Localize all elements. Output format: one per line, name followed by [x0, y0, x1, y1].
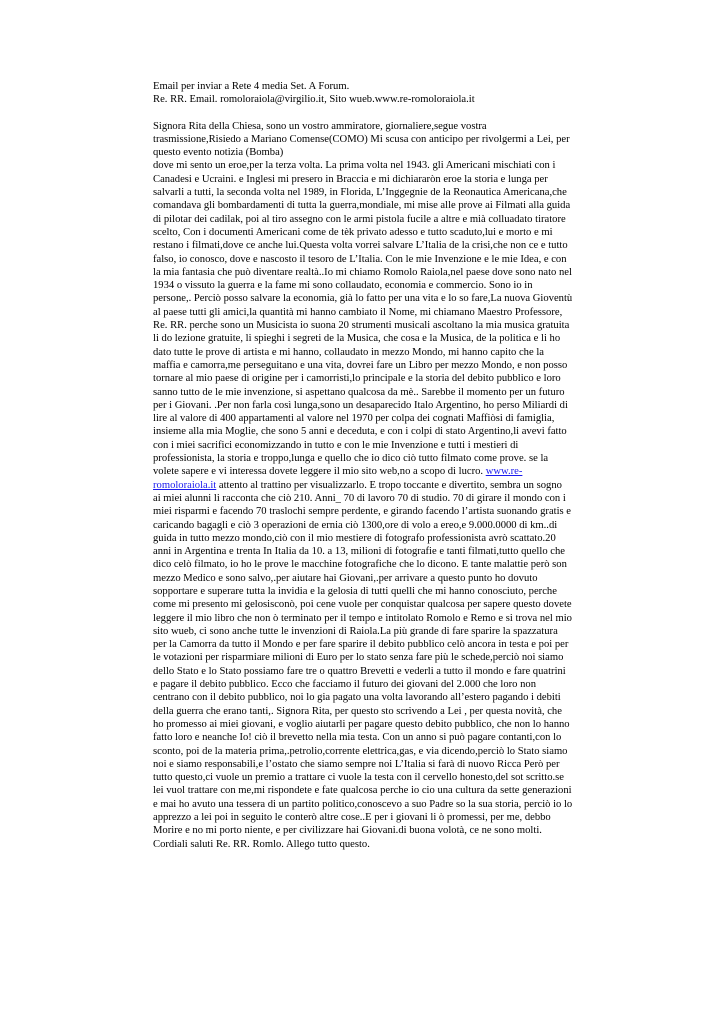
intro-paragraph [153, 120, 603, 160]
text-line: dove mi sento un eroe,per la terza volta. La prima volta nel 1943. gli Americani mischiati con i [153, 160, 556, 172]
text-line: di pilotar dei cadilak, poi al tiro assegno con le armi pistola fucile a altre e mià colluadato tiratore [153, 213, 566, 225]
text-line: e pagare il debito pubblico. Ecco che facciamo il futuro dei giovani del 2.000 che loro non [153, 679, 537, 691]
text-line: tutto questo,ci vuole un premio a trattare ci vuole la testa con il cervello honesto,del sot scritto.se [153, 772, 564, 784]
text-line: ho promesso ai miei giovani, e voglio aiutarli per pagare questo debito pubblico, che non lo hanno [153, 718, 570, 730]
text-line: dico celò filmato, io ho le prove le macchine fotografiche che lo dicono. E tante malattie però son [153, 559, 567, 571]
text-line: anni in Argentina e trenta In Italia da 10. a 13, milioni di fotografie e tanti filmati,tutto quello che [153, 546, 565, 558]
text-line: per i Giovani. .Per non farla così lunga,sono un desaparecido Italo Argentino, ho perso Miliardi di [153, 399, 568, 411]
document-body [153, 80, 603, 851]
text-line: Morire e no mi porto niente, e per civilizzare hai Giovani.di buona volotà, ce ne sono molti. [153, 825, 542, 837]
text-line: insieme alla mia Moglie, che sono 5 anni e deceduta, e con i colpi di stato Argentino,li avevi fatto [153, 426, 567, 438]
text-line: guida in tutto mezzo mondo,ciò con il mio mestiere di fotografo professionista avrò scattato.20 [153, 532, 556, 544]
text-line: salvarli a tutti, la seconda volta nel 1989, in Florida, L’Inggegnie de la Reonautica Americana,che [153, 187, 567, 199]
website-link-part-1[interactable]: www.re- [485, 466, 523, 478]
text-line: apprezzo a lei poi in seguito le conterò altre cose..E per i giovani li ò promessi, per me, debbo [153, 812, 551, 824]
text-line: sanno tutto de le mie invenzione, si aspettano qualcosa da mè.. Sarebbe il momento per un futuro [153, 386, 565, 398]
text-line: dato tutte le prove di artista e mi hanno, collaudato in mezzo Mondo, mi hanno capito che la [153, 346, 544, 358]
text-line: caricando bagagli e ciò 3 operazioni de ernia ciò 1300,ore di volo a ereo,e 9.000.0000 di km..di [153, 519, 558, 531]
link-line-continued [153, 479, 603, 492]
header-line-1: Email per inviar a Rete 4 media Set. A Forum. [153, 81, 350, 92]
link-line-after: attento al trattino per visualizzarlo. E tropo toccante e divertito, sembra un sogno [216, 479, 562, 491]
text-line: restano i filmati,dove ce anche lui.Questa volta vorrei salvare L’Italia de la crisi,che non ce e tutto [153, 240, 568, 252]
letter-body [153, 159, 603, 465]
text-line: lei vuol trattare con me,mi rispondete e fate qualcosa perche io cio una cultura da sette generazioni [153, 785, 572, 797]
text-line: Cordiali saluti Re. RR. Romlo. Allego tutto questo. [153, 838, 370, 850]
text-line: Canadesi e Ucraini. e Inglesi mi presero in Braccia e mi dichiararòn eroe la storia e lunga per [153, 173, 548, 185]
text-line: trasmissione,Risiedo a Mariano Comense(COMO) Mi scusa con anticipo per rivolgermi a Lei, per [153, 133, 570, 145]
text-line: fatto loro e neanche Io! ciò il brevetto nella mia testa. Con un anno si può pagare contanti,con lo [153, 732, 562, 744]
text-line: miei risparmi e facendo 70 traslochi sempre perdente, e girando facendo l’artista suonando gratis e [153, 506, 572, 518]
text-line: le votazioni per risparmiare milioni di Euro per lo stato senza fare più le schede,perciò noi siamo [153, 652, 564, 664]
text-line: sito wueb, ci sono anche tutte le invenzioni di Raiola.La più grande di fare sparire la spazzatura [153, 625, 558, 637]
text-line: centrano con il debito pubblico, noi lo gia pagato una volta lavorando all’estero pagando i debiti [153, 692, 561, 704]
text-line: questo evento notizia (Bomba) [153, 147, 284, 159]
text-line: scelto, Con i documenti Americani come de tèk privato adesso e tutto scaduto,lui e morto e mi [153, 226, 553, 238]
text-line: comandava gli bombardamenti di tutta la guerra,mondiale, mi mise alle prove ai Filmati alla guida [153, 200, 571, 212]
text-line: con i miei sacrifici economizzando in tutto e con le mie Invenzione e tutti i mestieri di [153, 439, 519, 451]
text-line: li do lezione gratuite, li spieghi i segreti de la Musica, che cosa e la Musica, de la politica e li ho [153, 333, 561, 345]
website-link-part-2[interactable]: romoloraiola.it [153, 479, 217, 491]
text-line: sopportare e superare tutta la invidia e la gelosia di tutti quelli che mi hanno conosciuto, perche [153, 585, 557, 597]
text-line: 1934 o vissuto la guerra e la fame mi sono collaudato, economia e commercio. Sono io in [153, 280, 533, 292]
text-line: noi e siamo responsabili,e l’ostato che siamo sempre noi L’Italia si farà di nuovo Ricca Però per [153, 758, 560, 770]
text-line: tornare al mio paese di origine per i camorristi,lo principale e la storia del debito pubblico e loro [153, 373, 561, 385]
text-line: lire al valore di 400 appartamenti al valore nel 1970 per colpa dei cognati Maffiòsi di famiglia, [153, 413, 555, 425]
link-line [153, 465, 603, 478]
text-line: leggere il mio libro che non ò terminato per il tempo e intitolato Romolo e Remo e si trova nel mio [153, 612, 572, 624]
text-line: al paese tutti gli amici,la quantità mi hanno cambiato il Nome, mi chiamano Maestro Professore, [153, 306, 563, 318]
text-line: maffia e camorra,me perseguitano e una vita, dovrei fare un Libro per mezzo Mondo, e non posso [153, 359, 568, 371]
text-line: dello Stato e lo Stato possiamo fare tre o quattro Brevetti e vederli a tutto il mondo e fare quatrini [153, 665, 566, 677]
header-line-2: Re. RR. Email. romoloraiola@virgilio.it, Sito wueb.www.re-romoloraiola.it [153, 94, 475, 106]
link-line-before: volete sapere e vi interessa dovete leggere il mio sito web,no a scopo di lucro. [153, 466, 486, 478]
text-line: come mi presento mi gelosisconò, poi cene vuole per conquistar qualcosa per sapere questo dovete [153, 599, 572, 611]
text-line: la mia fantasia che può diventare realtà..Io mi chiamo Romolo Raiola,nel paese dove sono nato nel [153, 266, 572, 278]
text-line: persone,. Perciò posso salvare la economia, già lo fatto per una vita e lo so fare,La nuova Gioventù [153, 293, 573, 305]
text-line: sconto, poi de la materia prima,.petrolio,corrente elettrica,gas, e via dicendo,perciò lo Stato siamo [153, 745, 568, 757]
text-line: Signora Rita della Chiesa, sono un vostro ammiratore, giornaliere,segue vostra [153, 120, 487, 132]
text-line: falso, io conosco, dove e nascosto il tesoro de L’Italia. Con le mie Invenzione e le mie Idea, e con [153, 253, 567, 265]
letter-body-continued [153, 492, 603, 851]
text-line: ai miei alunni li racconta che ciò 210. Anni_ 70 di lavoro 70 di studio. 70 di girare il mondo con i [153, 492, 566, 504]
text-line: e mai ho avuto una tessera di un partito politico,conoscevo a suo Padre so la sua storia, perciò io lo [153, 798, 573, 810]
text-line: Re. RR. perche sono un Musicista io suona 20 strumenti musicali ascoltano la mia musica gratuita [153, 320, 570, 332]
text-line: professionista, la storia e troppo,lunga e quello che io dico ciò tutto filmato come prove. se la [153, 453, 549, 465]
text-line: per la Camorra da tutto il Mondo e per fare sparire il debito pubblico celò ancora in testa e poi per [153, 639, 569, 651]
text-line: mezzo Medico e sono salvo,.per aiutare hai Giovani,.per arrivare a questo punto ho dovuto [153, 572, 538, 584]
paragraph-gap [153, 107, 603, 120]
text-line: della guerra che erano tanti,. Signora Rita, per questo sto scrivendo a Lei , per questa novità, che [153, 705, 562, 717]
